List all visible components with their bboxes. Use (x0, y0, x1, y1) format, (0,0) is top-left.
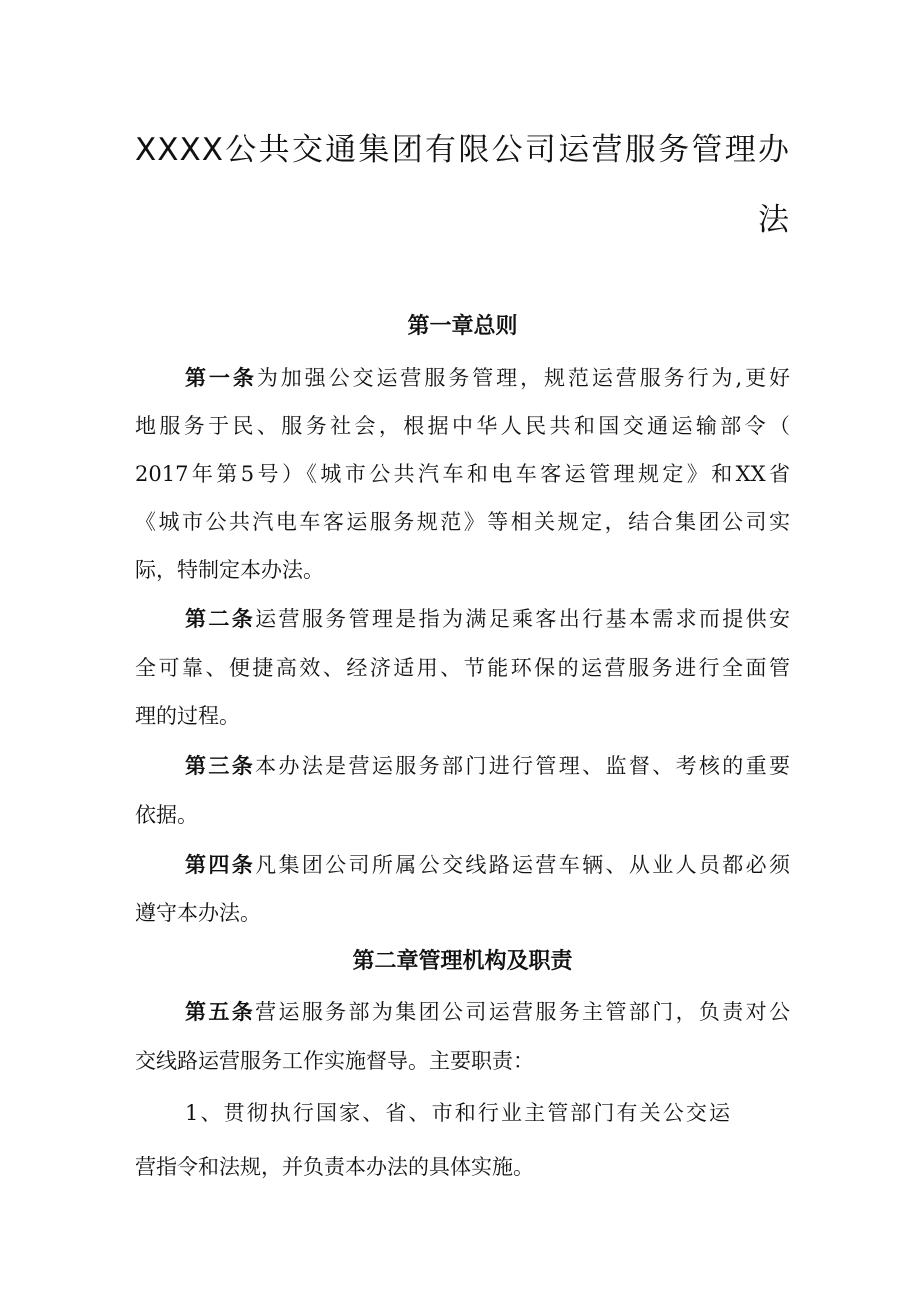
article-5-text: 营运服务部为集团公司运营服务主管部门，负责对公 (255, 1000, 791, 1024)
article-2-line-1 (185, 604, 790, 634)
article-2-line-3: 理的过程。 (135, 704, 240, 728)
article-2-line-2: 全可靠、便捷高效、经济适用、节能环保的运营服务进行全面管 (135, 656, 790, 680)
item-1-line-1: 1、贯彻执行国家、省、市和行业主管部门有关公交运 (185, 1101, 730, 1125)
document-title-line-1: XXXX公共交通集团有限公司运营服务管理办 (135, 132, 790, 168)
article-1-line-2: 地服务于民、服务社会，根据中华人民共和国交通运输部令（ (135, 414, 790, 438)
chapter-1-heading: 第一章总则 (407, 314, 518, 339)
article-1-line-4: 《城市公共汽电车客运服务规范》等相关规定，结合集团公司实 (135, 510, 790, 534)
article-3-line-1 (185, 751, 790, 781)
article-2-label: 第二条 (185, 607, 256, 631)
article-4-text: 凡集团公司所属公交线路运营车辆、从业人员都必须 (255, 853, 791, 877)
article-1-label: 第一条 (185, 366, 257, 390)
article-2-text: 运营服务管理是指为满足乘客出行基本需求而提供安 (255, 607, 791, 631)
article-5-line-2: 交线路运营服务工作实施督导。主要职责： (135, 1049, 534, 1073)
article-1-text: 为加强公交运营服务管理，规范运营服务行为,更好 (256, 366, 791, 390)
article-4-line-1 (185, 850, 790, 880)
article-1-line-1 (185, 363, 790, 393)
document-title-line-2: 法 (758, 202, 790, 238)
article-3-text: 本办法是营运服务部门进行管理、监督、考核的重要 (255, 754, 791, 778)
article-3-line-2: 依据。 (135, 803, 198, 827)
item-1-line-2: 营指令和法规，并负责本办法的具体实施。 (135, 1155, 534, 1179)
article-5-label: 第五条 (185, 1000, 256, 1024)
article-1-line-5: 际，特制定本办法。 (135, 558, 324, 582)
article-4-line-2: 遵守本办法。 (135, 901, 261, 925)
article-3-label: 第三条 (185, 754, 256, 778)
article-1-line-3: 2017年第5号）《城市公共汽车和电车客运管理规定》和XX省 (135, 462, 790, 486)
article-4-label: 第四条 (185, 853, 256, 877)
chapter-2-heading: 第二章管理机构及职责 (352, 949, 573, 974)
article-5-line-1 (185, 997, 790, 1027)
